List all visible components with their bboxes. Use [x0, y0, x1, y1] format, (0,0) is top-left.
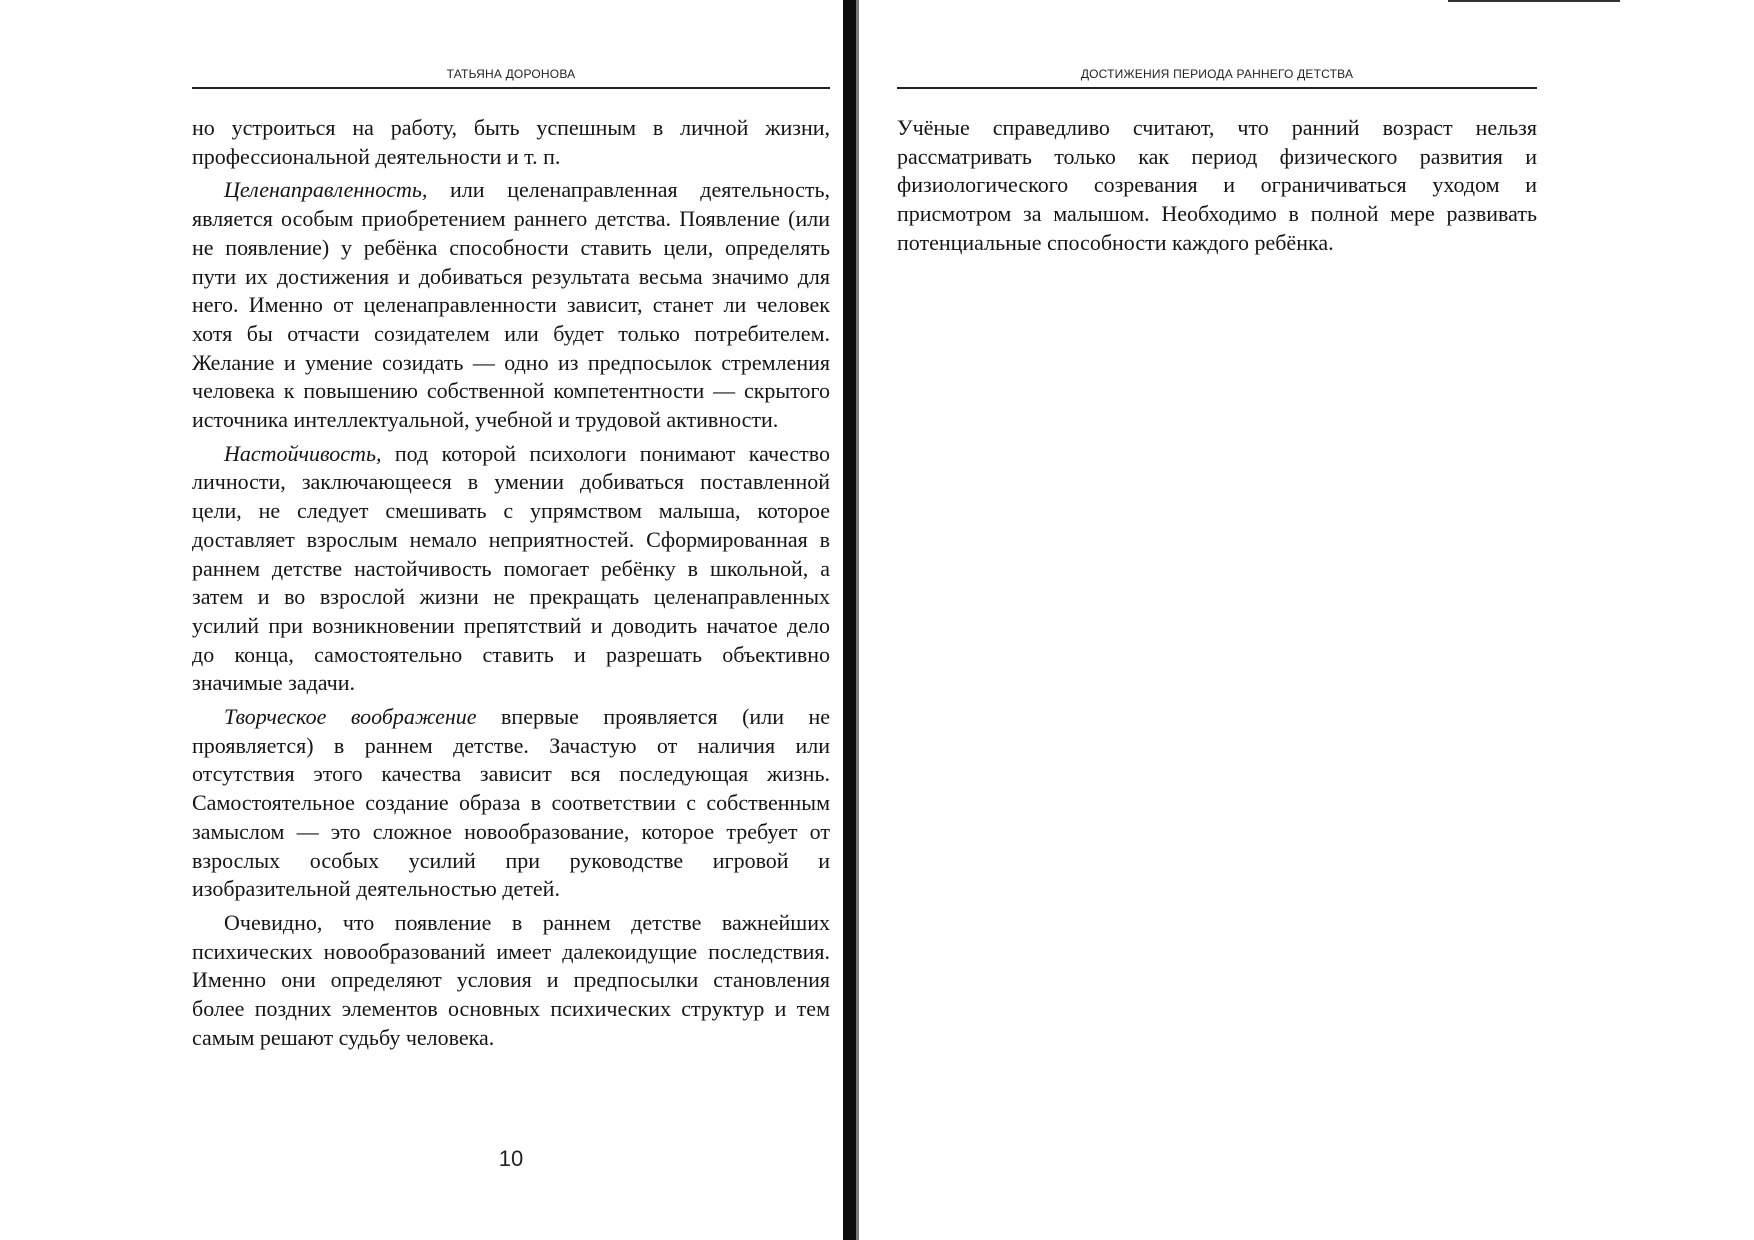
paragraph-text: Учёные справедливо считают, что ранний возраст нельзя рассматривать только как период физического развития и физиологического созревания и ограничиваться уходом и присмотром за малышом. Необходимо в полной мере развивать потенциальные способности каждого ребёнка. — [897, 115, 1537, 255]
paragraph-text: но устроиться на работу, быть успешным в личной жизни, профессиональной деятельности и т. п. — [192, 115, 830, 169]
left-paragraph-5 — [192, 909, 830, 1053]
book-gutter — [843, 0, 856, 1240]
gutter-shadow — [856, 0, 859, 1240]
left-running-head: ТАТЬЯНА ДОРОНОВА — [446, 67, 576, 81]
left-paragraph-4 — [192, 703, 830, 904]
left-body-text — [192, 114, 830, 1053]
right-running-head: ДОСТИЖЕНИЯ ПЕРИОДА РАННЕГО ДЕТСТВА — [1080, 67, 1354, 81]
paragraph-text: Очевидно, что появление в раннем детстве важнейших психических новообразований имеет далекоидущие последствия. Именно они определяют условия и предпосылки становления более поздних элементов основных психических структур и тем самым решают судьбу человека. — [192, 909, 830, 1050]
scan-edge-mark — [1448, 0, 1620, 2]
paragraph-lead-term: Целенаправленность, — [224, 177, 428, 203]
right-body-text — [897, 114, 1537, 258]
left-paragraph-2 — [192, 176, 830, 434]
page-number: 10 — [498, 1146, 524, 1171]
paragraph-lead-term: Настойчивость, — [224, 440, 382, 466]
right-header-rule — [897, 87, 1537, 89]
paragraph-text: или целенаправленная деятельность, является особым приобретением раннего детства. Появление (или не появление) у ребёнка способности ставить цели, определять пути их достижения и добиваться результата весьма значимо для него. Именно от целенаправленности зависит, станет ли человек хотя бы отчасти созидателем или будет только потребителем. Желание и умение созидать — одно из предпосылок стремления человека к повышению собственной компетентности — скрытого источника интеллектуальной, учебной и трудовой активности. — [192, 177, 830, 433]
paragraph-lead-term: Творческое воображение — [224, 704, 477, 730]
paragraph-text: впервые проявляется (или не проявляется) в раннем детстве. Зачастую от наличия или отсутствия этого качества зависит вся последующая жизнь. Самостоятельное создание образа в соответствии с собственным замыслом — это сложное новообразование, которое требует от взрослых особых усилий при руководстве игровой и изобразительной деятельностью детей. — [192, 704, 831, 902]
right-paragraph-1 — [897, 114, 1537, 258]
left-paragraph-3 — [192, 440, 830, 698]
paragraph-text: под которой психологи понимают качество личности, заключающееся в умении добиваться поставленной цели, не следует смешивать с упрямством малыша, которое доставляет взрослым немало неприятностей. Сформированная в раннем детстве настойчивость помогает ребёнку в школьной, а затем и во взрослой жизни не прекращать целенаправленных усилий при возникновении препятствий и доводить начатое дело до конца, самостоятельно ставить и разрешать объективно значимые задачи. — [192, 440, 830, 696]
left-header-rule — [192, 87, 830, 89]
left-paragraph-1 — [192, 114, 830, 171]
